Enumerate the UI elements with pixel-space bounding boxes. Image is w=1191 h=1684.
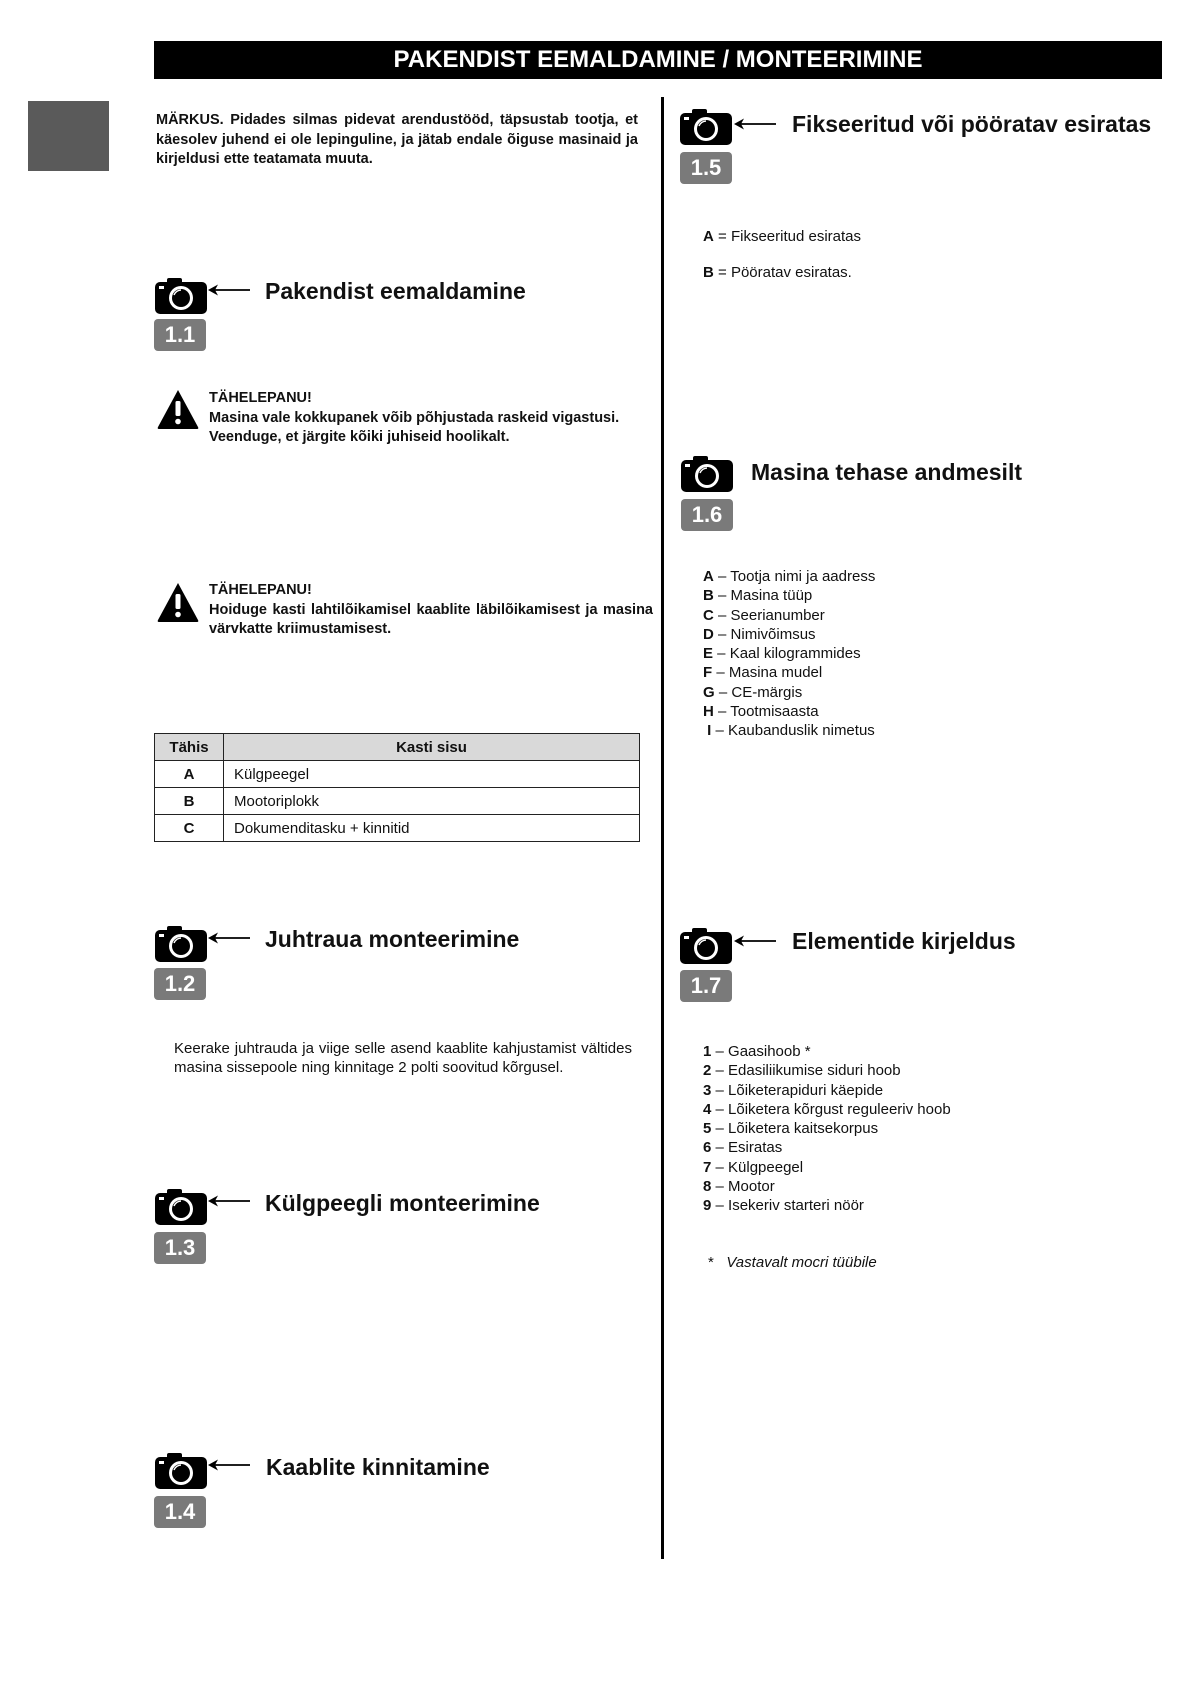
list-item: B – Masina tüüp <box>703 587 813 605</box>
list-item: I – Kaubanduslik nimetus <box>707 722 875 740</box>
table-header-row <box>155 734 640 761</box>
figure-badge-1-4: 1.4 <box>154 1496 206 1528</box>
camera-icon <box>680 455 734 493</box>
list-item: 7 – Külgpeegel <box>703 1158 804 1176</box>
section-title-1-3: Külgpeegli monteerimine <box>265 1190 540 1216</box>
camera-icon <box>154 925 208 963</box>
footnote: * Vastavalt mocri tüübile <box>708 1254 877 1271</box>
list-item: E – Kaal kilogrammides <box>703 645 861 663</box>
figure-badge-1-1: 1.1 <box>154 319 206 351</box>
warning-text: Hoiduge kasti lahtilõikamisel kaablite läbilõikamisest ja masina värvkatte kriimustamisest. <box>209 601 653 637</box>
list-item: 9 – Isekeriv starteri nöör <box>703 1197 864 1215</box>
section-title-1-2: Juhtraua monteerimine <box>265 926 520 952</box>
section-title-1-6: Masina tehase andmesilt <box>751 459 1022 485</box>
camera-icon <box>154 1188 208 1226</box>
page-header: PAKENDIST EEMALDAMINE / MONTEERIMINE <box>154 41 1162 79</box>
list-item: 5 – Lõiketera kaitsekorpus <box>703 1120 879 1138</box>
list-item: H – Tootmisaasta <box>703 703 819 721</box>
camera-icon <box>679 108 733 146</box>
arrow-left-icon <box>207 283 251 297</box>
warning-box-1 <box>209 389 653 448</box>
warning-text-2: Veenduge, et järgite kõiki juhiseid hoolikalt. <box>209 429 510 445</box>
figure-badge-1-6: 1.6 <box>681 499 733 531</box>
warning-box-2 <box>209 581 653 640</box>
section-title-1-4: Kaablite kinnitamine <box>266 1454 490 1480</box>
list-item: B = Pööratav esiratas. <box>703 263 852 281</box>
warning-text: Masina vale kokkupanek võib põhjustada raskeid vigastusi. <box>209 409 620 426</box>
list-item: D – Nimivõimsus <box>703 625 816 643</box>
list-item: A – Tootja nimi ja aadress <box>703 568 876 585</box>
list-item: 4 – Lõiketera kõrgust reguleeriv hoob <box>703 1100 951 1118</box>
warning-icon <box>156 581 200 623</box>
arrow-left-icon <box>207 1458 251 1472</box>
column-divider <box>661 97 664 1559</box>
camera-icon <box>154 277 208 315</box>
list-item: A = Fikseeritud esiratas <box>703 228 862 245</box>
list-item: 1 – Gaasihoob * <box>703 1043 811 1060</box>
table-row <box>155 815 640 842</box>
package-contents-table <box>154 733 640 842</box>
camera-icon <box>679 927 733 965</box>
arrow-left-icon <box>207 931 251 945</box>
section-title-1-7: Elementide kirjeldus <box>792 928 1016 954</box>
list-item: 6 – Esiratas <box>703 1139 783 1157</box>
component-list <box>703 1042 951 1216</box>
list-item: 2 – Edasiliikumise siduri hoob <box>703 1062 901 1080</box>
table-cell-content: Külgpeegel <box>224 761 640 788</box>
table-header-cell: Kasti sisu <box>224 734 640 761</box>
warning-heading: TÄHELEPANU! <box>209 582 312 598</box>
table-cell-key: A <box>155 761 224 788</box>
figure-badge-1-3: 1.3 <box>154 1232 206 1264</box>
camera-icon <box>154 1452 208 1490</box>
table-row <box>155 788 640 815</box>
figure-badge-1-7: 1.7 <box>680 970 732 1002</box>
section-title-1-5: Fikseeritud või pööratav esiratas <box>792 111 1152 137</box>
list-item: G – CE-märgis <box>703 683 803 701</box>
table-cell-content: Mootoriplokk <box>224 788 640 815</box>
table-cell-content: Dokumenditasku + kinnitid <box>224 815 640 842</box>
fixed-or-swivel-list <box>703 219 861 290</box>
table-row <box>155 761 640 788</box>
warning-heading: TÄHELEPANU! <box>209 390 312 406</box>
arrow-left-icon <box>207 1194 251 1208</box>
figure-badge-1-5: 1.5 <box>680 152 732 184</box>
table-header-cell: Tähis <box>155 734 224 761</box>
list-item: 8 – Mootor <box>703 1178 775 1196</box>
list-item: F – Masina mudel <box>703 664 823 682</box>
table-cell-key: C <box>155 815 224 842</box>
table-cell-key: B <box>155 788 224 815</box>
section-text-1-2: Keerake juhtrauda ja viige selle asend kaablite kahjustamist vältides masina sissepoole ning kinnitage 2 polti soovitud kõrgusel. <box>174 1040 632 1076</box>
arrow-left-icon <box>733 117 777 131</box>
side-tab-marker <box>28 101 109 171</box>
list-item: 3 – Lõiketerapiduri käepide <box>703 1081 884 1099</box>
list-item: C – Seerianumber <box>703 606 825 624</box>
disclaimer-note: MÄRKUS. Pidades silmas pidevat arendustööd, täpsustab tootja, et käesolev juhend ei ole lepinguline, ja jätab endale õiguse masinaid ja kirjeldusi ette teatamata muuta. <box>156 112 638 167</box>
arrow-left-icon <box>733 934 777 948</box>
figure-badge-1-2: 1.2 <box>154 968 206 1000</box>
section-title-1-1: Pakendist eemaldamine <box>265 278 526 304</box>
warning-icon <box>156 388 200 430</box>
rating-plate-list <box>703 567 875 741</box>
